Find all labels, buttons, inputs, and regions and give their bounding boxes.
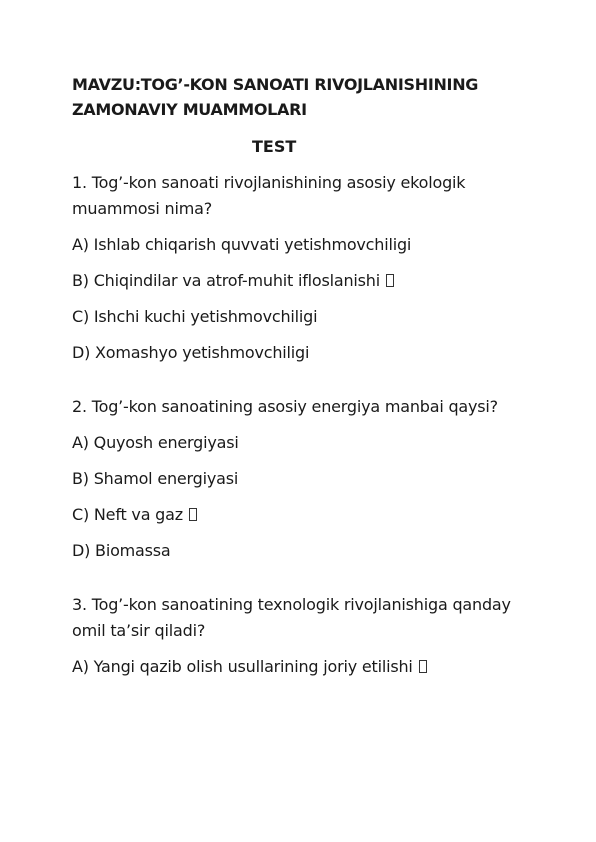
answer-option: D) Biomassa xyxy=(72,541,171,560)
page-title: MAVZU:TOG’-KON SANOATI RIVOJLANISHINING ZAMONAVIY MUAMMOLARI xyxy=(72,75,479,119)
question-2 xyxy=(72,394,536,564)
correct-mark-icon xyxy=(189,508,197,521)
answer-option: A) Ishlab chiqarish quvvati yetishmovchiligi xyxy=(72,235,412,254)
correct-mark-icon xyxy=(419,660,427,673)
answer-option: A) Quyosh energiyasi xyxy=(72,433,239,452)
question-1 xyxy=(72,170,536,366)
answer-option: B) Shamol energiyasi xyxy=(72,469,239,488)
page-subtitle: TEST xyxy=(252,137,297,156)
answer-option: D) Xomashyo yetishmovchiligi xyxy=(72,343,310,362)
answer-option-correct: B) Chiqindilar va atrof-muhit ifloslanishi xyxy=(72,268,536,294)
answer-option: C) Ishchi kuchi yetishmovchiligi xyxy=(72,307,318,326)
question-text: 1. Tog’-kon sanoati rivojlanishining asosiy ekologik muammosi nima? xyxy=(72,173,466,218)
answer-option-correct: C) Neft va gaz xyxy=(72,502,536,528)
question-text: 2. Tog’-kon sanoatining asosiy energiya manbai qaysi? xyxy=(72,397,498,416)
correct-mark-icon xyxy=(386,274,394,287)
answer-option-correct: A) Yangi qazib olish usullarining joriy etilishi xyxy=(72,654,536,680)
question-3 xyxy=(72,592,536,680)
question-text: 3. Tog’-kon sanoatining texnologik rivojlanishiga qanday omil ta’sir qiladi? xyxy=(72,595,511,640)
